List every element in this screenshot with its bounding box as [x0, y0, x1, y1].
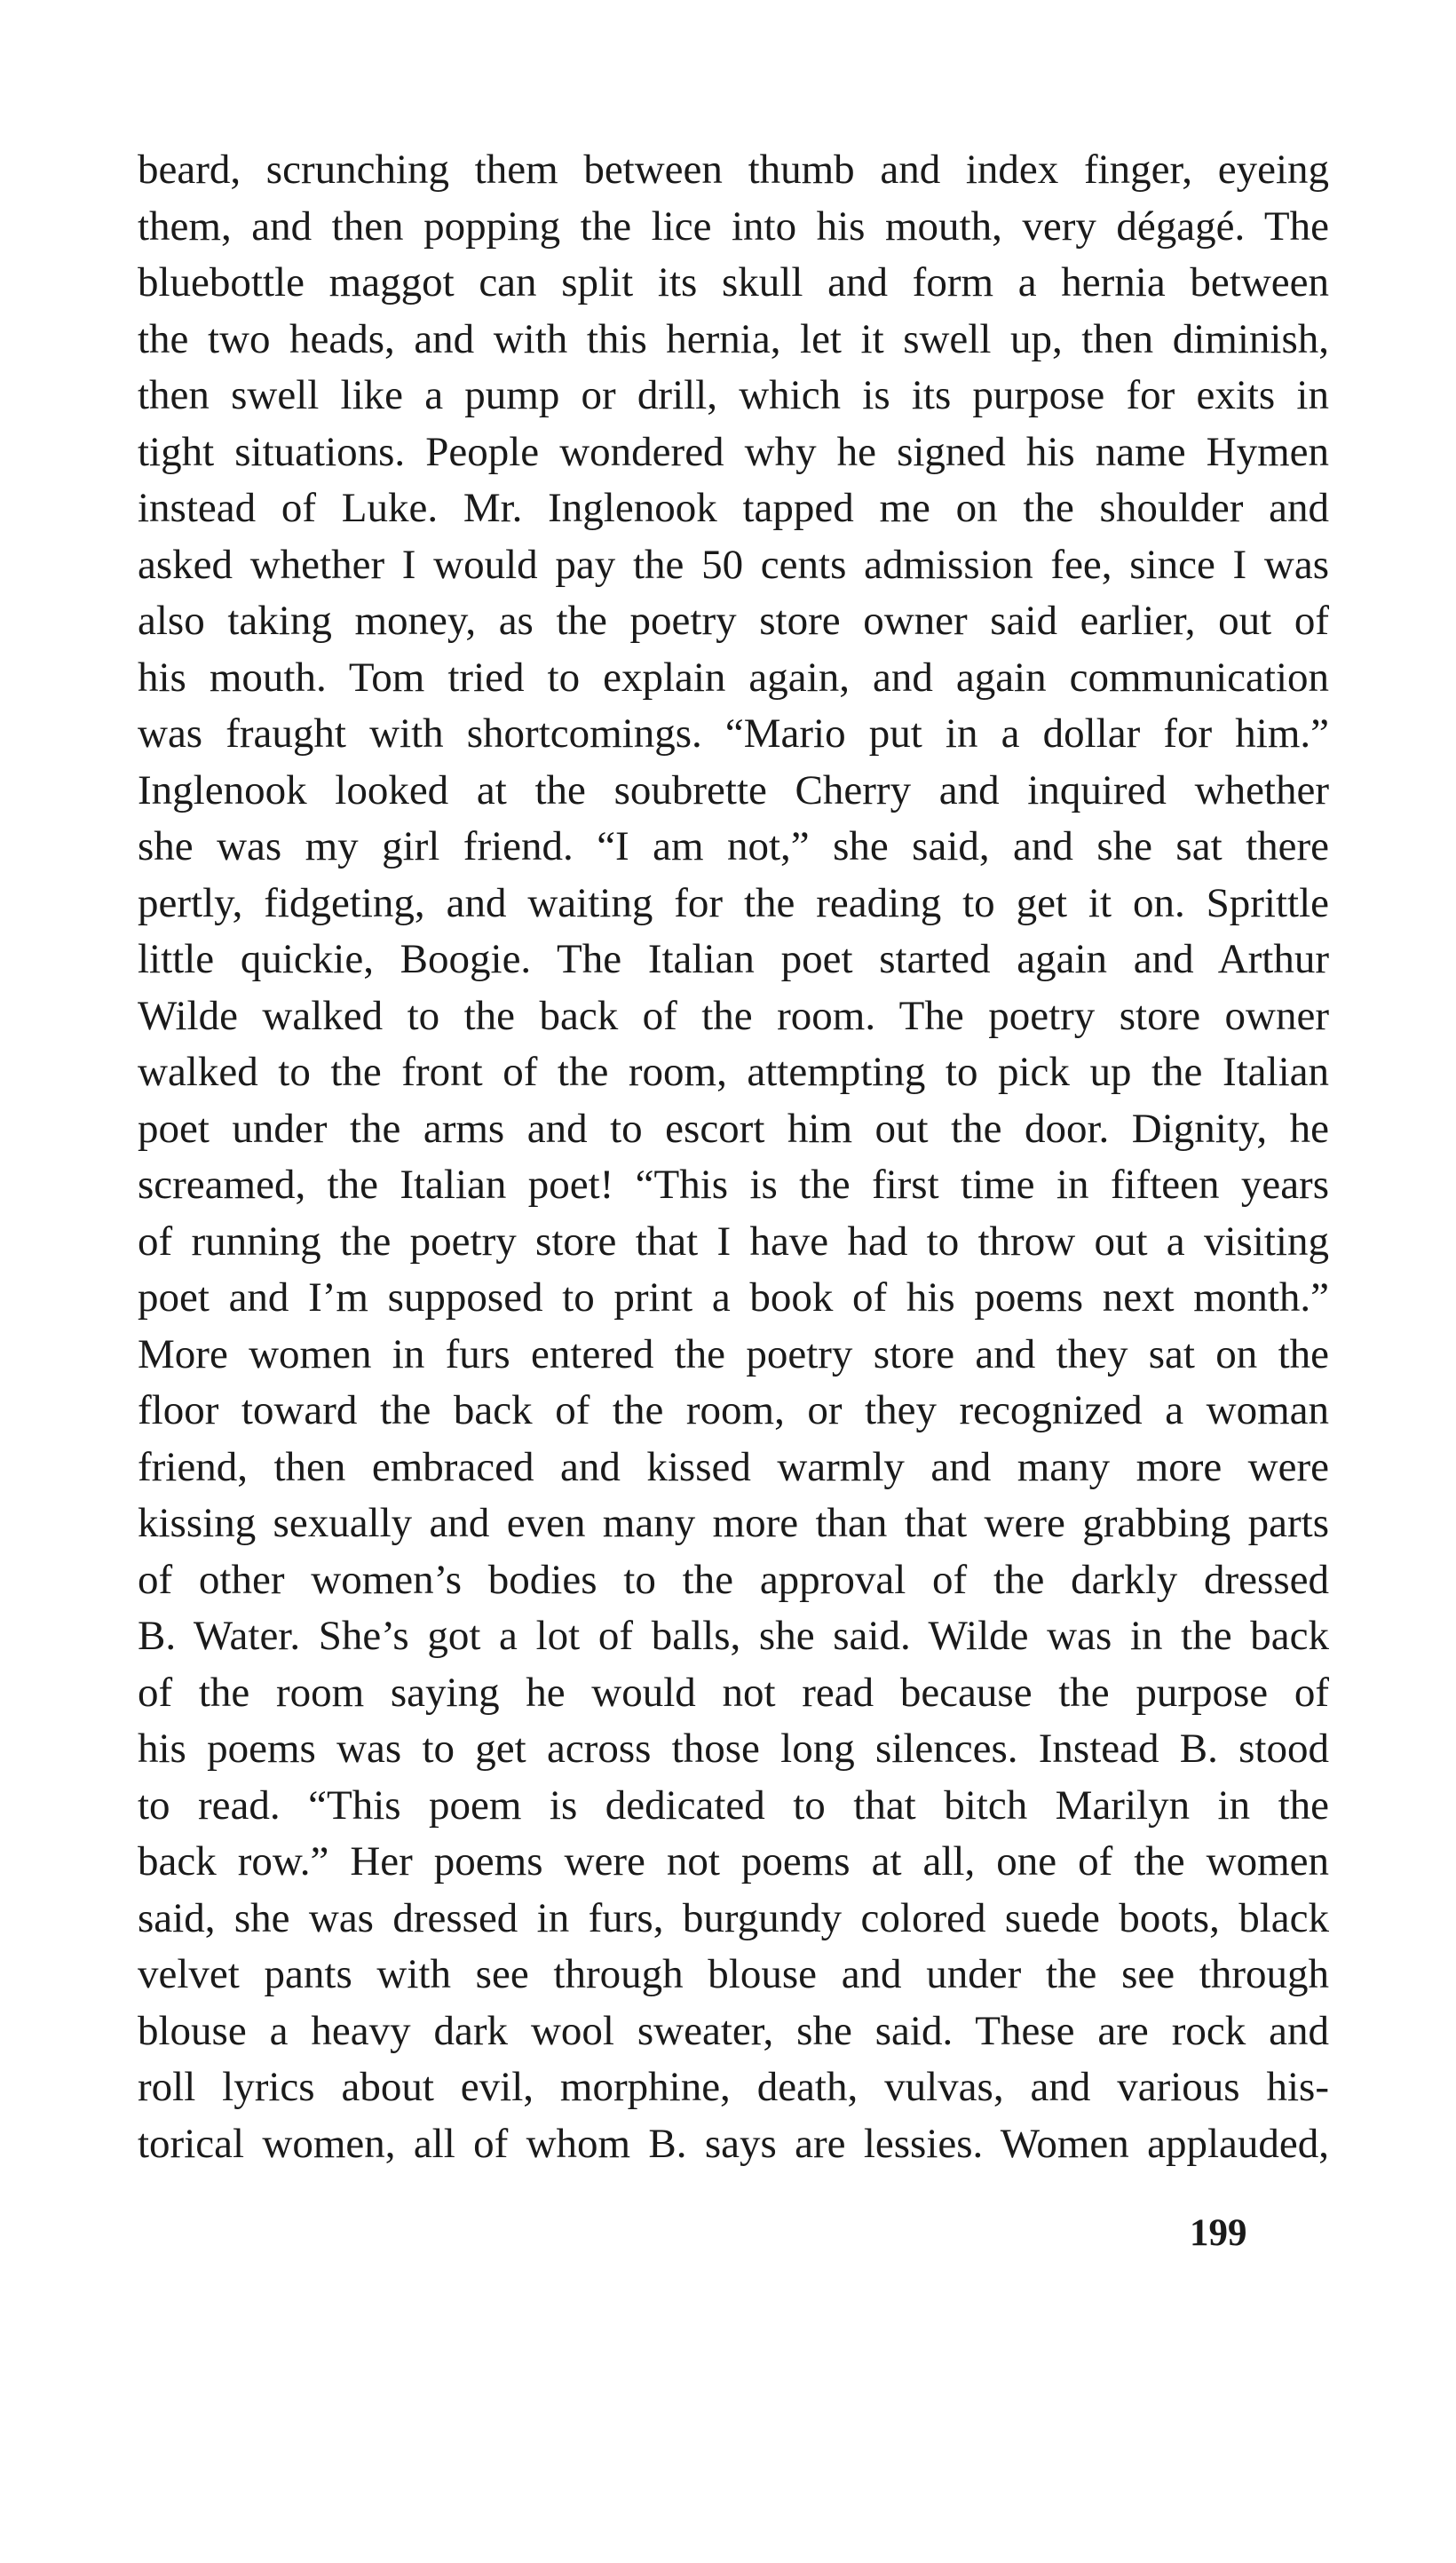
text-line: then swell like a pump or drill, which is its purpose for exits in — [138, 372, 1329, 418]
text-line: also taking money, as the poetry store owner said earlier, out of — [138, 598, 1329, 644]
text-line: blouse a heavy dark wool sweater, she said. These are rock and — [138, 2007, 1329, 2054]
text-line: back row.” Her poems were not poems at all, one of the women — [138, 1838, 1329, 1885]
text-line: walked to the front of the room, attempting to pick up the Italian — [138, 1049, 1329, 1095]
text-line: More women in furs entered the poetry store and they sat on the — [138, 1330, 1329, 1377]
text-line: was fraught with shortcomings. “Mario put in a dollar for him.” — [138, 710, 1329, 757]
text-line: kissing sexually and even many more than that were grabbing parts — [138, 1500, 1329, 1546]
text-line: them, and then popping the lice into his mouth, very dégagé. The — [138, 202, 1329, 250]
text-line: instead of Luke. Mr. Inglenook tapped me on the shoulder and — [138, 485, 1329, 531]
text-line: beard, scrunching them between thumb and index finger, eyeing — [138, 147, 1329, 193]
text-line: she was my girl friend. “I am not,” she said, and she sat there — [138, 823, 1329, 869]
text-line: of other women’s bodies to the approval of the darkly dressed — [138, 1556, 1329, 1603]
text-line: said, she was dressed in furs, burgundy colored suede boots, black — [138, 1894, 1329, 1941]
text-line: to read. “This poem is dedicated to that bitch Marilyn in the — [138, 1781, 1329, 1829]
text-line: his poems was to get across those long silences. Instead B. stood — [138, 1726, 1329, 1772]
text-line: screamed, the Italian poet! “This is the first time in fifteen years — [138, 1162, 1329, 1208]
text-line: pertly, fidgeting, and waiting for the reading to get it on. Sprittle — [138, 879, 1329, 926]
page-number: 199 — [1190, 2212, 1247, 2254]
text-line: little quickie, Boogie. The Italian poet started again and Arthur — [138, 936, 1329, 982]
text-line: of the room saying he would not read because the purpose of — [138, 1669, 1329, 1716]
text-line: the two heads, and with this hernia, let it swell up, then diminish, — [138, 315, 1329, 362]
text-line: roll lyrics about evil, morphine, death, vulvas, and various his- — [138, 2064, 1329, 2110]
text-line: B. Water. She’s got a lot of balls, she said. Wilde was in the back — [138, 1613, 1329, 1659]
text-line: poet and I’m supposed to print a book of his poems next month.” — [138, 1274, 1329, 1321]
text-line: of running the poetry store that I have had to throw out a visiting — [138, 1218, 1329, 1265]
text-line: floor toward the back of the room, or they recognized a woman — [138, 1387, 1329, 1433]
body-text — [138, 142, 1329, 2172]
text-line: friend, then embraced and kissed warmly and many more were — [138, 1443, 1329, 1490]
text-line: torical women, all of whom B. says are lessies. Women applauded, — [138, 2120, 1329, 2167]
text-line: Inglenook looked at the soubrette Cherry and inquired whether — [138, 766, 1329, 813]
text-line: Wilde walked to the back of the room. The poetry store owner — [138, 992, 1329, 1039]
text-line: velvet pants with see through blouse and under the see through — [138, 1951, 1329, 1997]
text-line: asked whether I would pay the 50 cents admission fee, since I was — [138, 541, 1329, 588]
text-line: poet under the arms and to escort him out the door. Dignity, he — [138, 1105, 1329, 1152]
text-line: bluebottle maggot can split its skull and form a hernia between — [138, 259, 1329, 305]
text-line: his mouth. Tom tried to explain again, and again communication — [138, 654, 1329, 701]
text-line: tight situations. People wondered why he signed his name Hymen — [138, 428, 1329, 475]
